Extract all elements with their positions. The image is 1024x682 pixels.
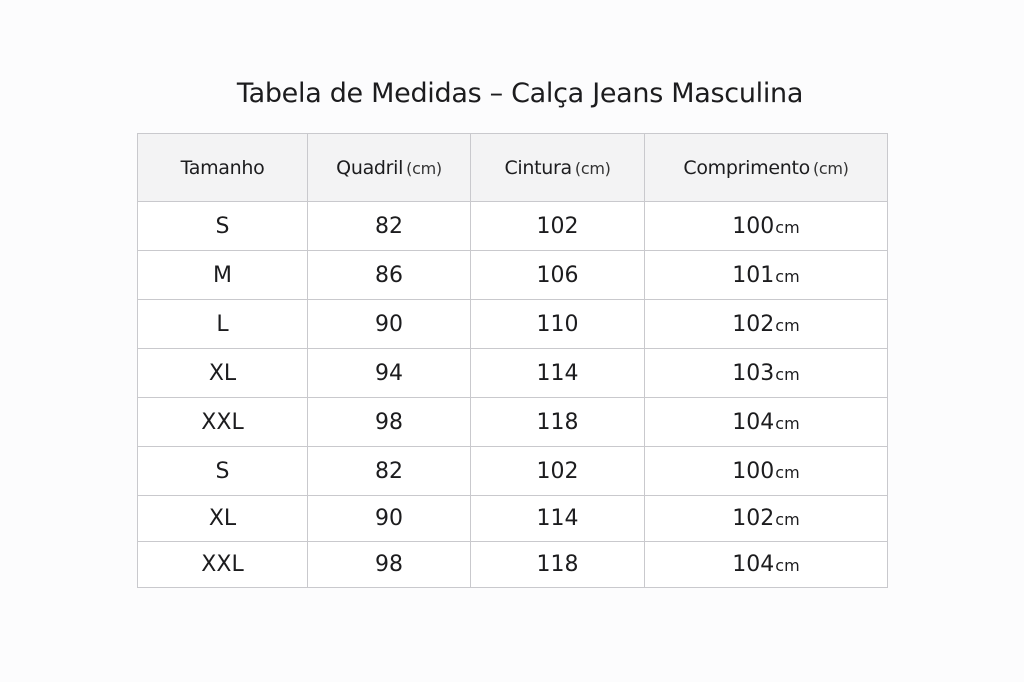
cell-waist: 118: [471, 542, 645, 588]
cell-length: [645, 300, 888, 349]
cell-size: M: [138, 251, 308, 300]
header-label: Tamanho: [180, 156, 265, 179]
length-unit: cm: [775, 413, 800, 433]
length-value: 103: [732, 360, 775, 386]
table-row: [138, 542, 888, 588]
cell-length: [645, 398, 888, 447]
table-row: [138, 447, 888, 496]
table-row: [138, 300, 888, 349]
cell-hip: 90: [308, 300, 471, 349]
header-unit: (cm): [812, 158, 849, 178]
cell-size: XXL: [138, 398, 308, 447]
cell-hip: 90: [308, 496, 471, 542]
header-unit: (cm): [406, 158, 442, 178]
cell-length: [645, 251, 888, 300]
cell-length: [645, 447, 888, 496]
length-unit: cm: [775, 266, 800, 286]
cell-waist: 106: [471, 251, 645, 300]
cell-waist: 110: [471, 300, 645, 349]
length-value: 104: [732, 552, 775, 577]
cell-hip: 82: [308, 447, 471, 496]
cell-size: XL: [138, 349, 308, 398]
cell-hip: 86: [308, 251, 471, 300]
length-value: 101: [732, 262, 775, 288]
table-header-row: [138, 134, 888, 202]
length-unit: cm: [775, 315, 800, 335]
cell-hip: 82: [308, 202, 471, 251]
header-unit: (cm): [574, 158, 611, 178]
cell-hip: 98: [308, 398, 471, 447]
table-row: [138, 251, 888, 300]
cell-hip: 98: [308, 542, 471, 588]
length-value: 102: [732, 311, 775, 337]
table-row: [138, 496, 888, 542]
page-title: Tabela de Medidas – Calça Jeans Masculina: [236, 78, 804, 109]
cell-size: L: [138, 300, 308, 349]
table-row: [138, 398, 888, 447]
header-label: Comprimento: [683, 156, 810, 179]
header-size: [138, 134, 308, 202]
length-unit: cm: [775, 510, 800, 529]
header-length: [645, 134, 888, 202]
header-hip: [308, 134, 471, 202]
header-waist: [471, 134, 645, 202]
length-value: 100: [732, 213, 775, 239]
cell-waist: 114: [471, 349, 645, 398]
header-label: Cintura: [504, 156, 572, 179]
length-unit: cm: [775, 462, 800, 482]
length-value: 102: [732, 506, 775, 531]
length-unit: cm: [775, 217, 800, 237]
length-unit: cm: [775, 364, 800, 384]
cell-size: S: [138, 202, 308, 251]
length-unit: cm: [775, 556, 800, 575]
cell-waist: 102: [471, 202, 645, 251]
cell-length: [645, 202, 888, 251]
length-value: 100: [732, 458, 775, 484]
table-row: [138, 349, 888, 398]
cell-waist: 102: [471, 447, 645, 496]
size-chart-table: [137, 133, 888, 588]
cell-waist: 118: [471, 398, 645, 447]
cell-length: [645, 542, 888, 588]
table-row: [138, 202, 888, 251]
cell-size: S: [138, 447, 308, 496]
cell-size: XXL: [138, 542, 308, 588]
cell-waist: 114: [471, 496, 645, 542]
cell-length: [645, 349, 888, 398]
header-label: Quadril: [336, 156, 404, 179]
length-value: 104: [732, 409, 775, 435]
cell-length: [645, 496, 888, 542]
cell-size: XL: [138, 496, 308, 542]
cell-hip: 94: [308, 349, 471, 398]
